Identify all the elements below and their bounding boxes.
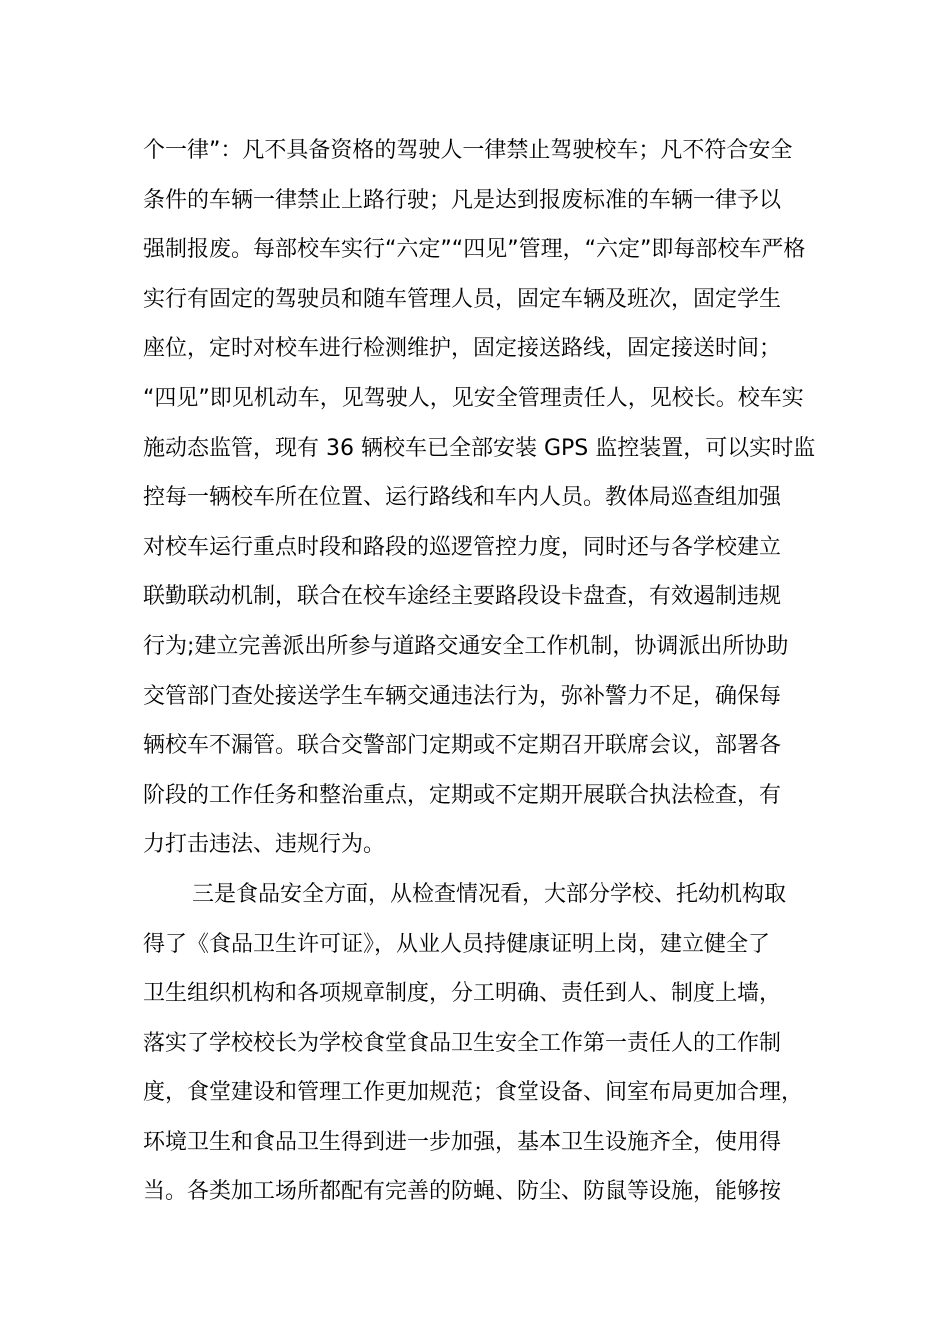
text-line: 控每一辆校车所在位置、运行路线和车内人员。教体局巡查组加强 (143, 485, 782, 511)
text-line: 度，食堂建设和管理工作更加规范；食堂设备、间室布局更加合理， (143, 1080, 804, 1106)
text-line: 条件的车辆一律禁止上路行驶；凡是达到报废标准的车辆一律予以 (143, 187, 782, 213)
text-line: 卫生组织机构和各项规章制度，分工明确、责任到人、制度上墙， (143, 981, 782, 1007)
text-line: 联勤联动机制，联合在校车途经主要路段设卡盘查，有效遏制违规 (143, 584, 782, 610)
text-line: 行为;建立完善派出所参与道路交通安全工作机制，协调派出所协助 (143, 633, 789, 659)
text-line: 实行有固定的驾驶员和随车管理人员，固定车辆及班次，固定学生 (143, 286, 782, 312)
body-text (143, 126, 843, 1217)
text-line: 得了《食品卫生许可证》，从业人员持健康证明上岗，建立健全了 (143, 931, 771, 957)
paragraph-start-line: 三是食品安全方面，从检查情况看，大部分学校、托幼机构取 (192, 881, 787, 907)
text-line: 阶段的工作任务和整治重点，定期或不定期开展联合执法检查，有 (143, 782, 782, 808)
text-line: 交管部门查处接送学生车辆交通违法行为，弥补警力不足，确保每 (143, 683, 782, 709)
text-line: 落实了学校校长为学校食堂食品卫生安全工作第一责任人的工作制 (143, 1030, 782, 1056)
text-line: “四见”即见机动车，见驾驶人，见安全管理责任人，见校长。校车实 (143, 385, 804, 411)
text-line: 座位，定时对校车进行检测维护，固定接送路线，固定接送时间； (143, 336, 782, 362)
text-line: 环境卫生和食品卫生得到进一步加强，基本卫生设施齐全，使用得 (143, 1129, 782, 1155)
text-line: 辆校车不漏管。联合交警部门定期或不定期召开联席会议，部署各 (143, 733, 782, 759)
text-line: 力打击违法、违规行为。 (143, 832, 386, 858)
text-line: 强制报废。每部校车实行“六定”“四见”管理，“六定”即每部校车严格 (143, 237, 806, 263)
text-line: 个一律”：凡不具备资格的驾驶人一律禁止驾驶校车；凡不符合安全 (143, 138, 793, 163)
text-line: 对校车运行重点时段和路段的巡逻管控力度，同时还与各学校建立 (143, 534, 782, 560)
text-line: 当。各类加工场所都配有完善的防蝇、防尘、防鼠等设施，能够按 (143, 1179, 782, 1205)
text-line: 施动态监管，现有 36 辆校车已全部安装 GPS 监控装置，可以实时监 (143, 435, 816, 461)
